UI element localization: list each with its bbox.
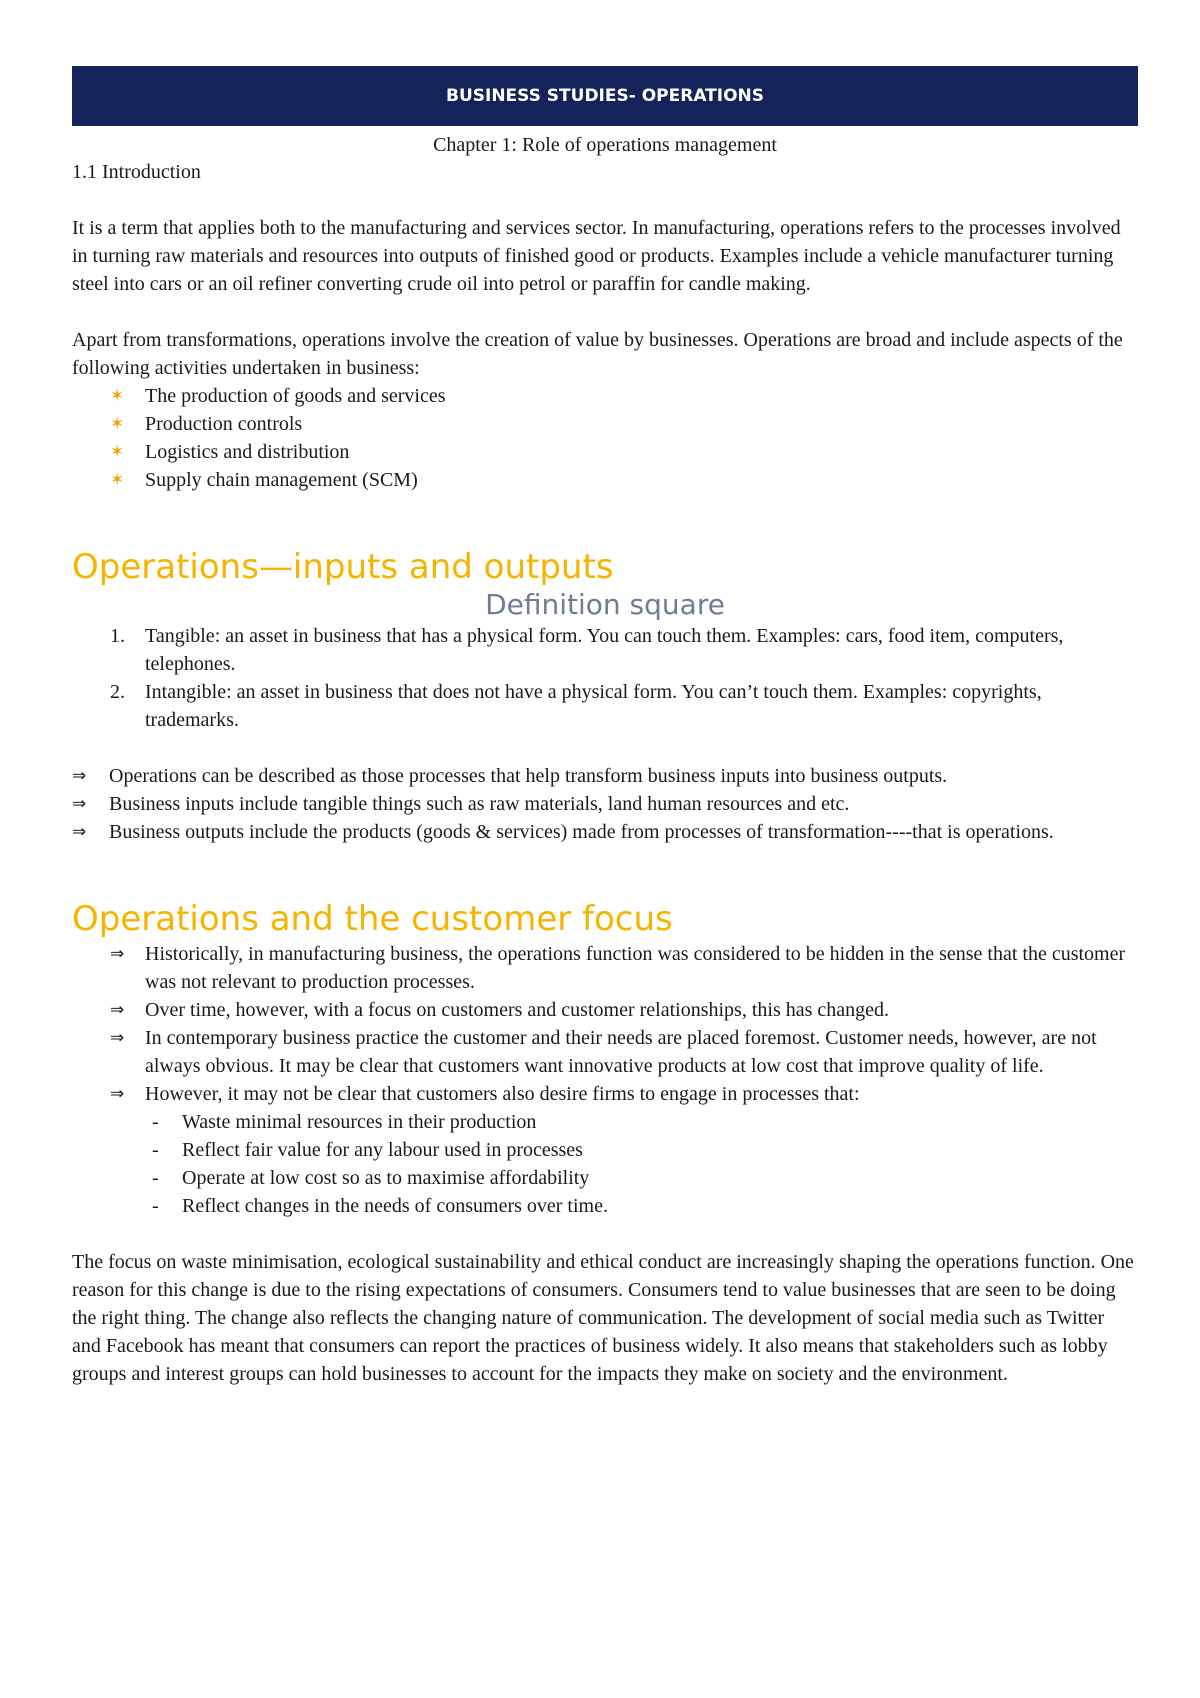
arrow-bullet-icon: ⇒ [110, 1000, 125, 1020]
definition-square-heading: Definition square [485, 588, 725, 621]
intro-paragraph-2: Apart from transformations, operations involve the creation of value by businesses. Operations are broad and include aspects of the following activities undertaken in business: [72, 329, 1123, 379]
intro-paragraph-1: It is a term that applies both to the manufacturing and services sector. In manufacturing, operations refers to the processes involved in turning raw materials and resources into outputs of finished good or products. Examples include a vehicle manufacturer turning steel into cars or an oil refiner converting crude oil into petrol or paraffin for candle making. [72, 217, 1121, 295]
chapter-title: Chapter 1: Role of operations management [433, 134, 777, 156]
list-item: - Operate at low cost so as to maximise affordability [152, 1167, 590, 1189]
section-heading-customer-focus: Operations and the customer focus [72, 899, 673, 939]
spacer [72, 734, 1138, 762]
banner-title: BUSINESS STUDIES- OPERATIONS [445, 86, 765, 106]
arrow-bullet-icon: ⇒ [110, 944, 125, 964]
arrow-bullet-icon: ⇒ [72, 822, 87, 842]
spacer [72, 298, 1138, 326]
list-item: ⇒ Business outputs include the products (goods & services) made from processes of transformation----that is operations. [72, 818, 1138, 846]
arrow-bullet-icon: ⇒ [110, 1084, 125, 1104]
intro-heading: 1.1 Introduction [72, 161, 201, 183]
document-page [72, 66, 1138, 1388]
list-item: ✶ Logistics and distribution [72, 438, 1138, 466]
star-bullet-icon: ✶ [110, 414, 125, 434]
spacer [72, 1220, 1138, 1248]
arrow-bullet-icon: ⇒ [110, 1028, 125, 1048]
star-bullet-icon: ✶ [110, 386, 125, 406]
list-item: ⇒ In contemporary business practice the customer and their needs are placed foremost. Customer needs, however, are not always obvious. It may be clear that customers want innovative products at low cost that improve quality of life. [72, 1024, 1138, 1080]
spacer [72, 186, 1138, 214]
list-item: ✶ The production of goods and services [72, 382, 1138, 410]
list-item: ⇒ Operations can be described as those processes that help transform business inputs into business outputs. [72, 762, 1138, 790]
star-bullet-icon: ✶ [110, 442, 125, 462]
list-item: ⇒ Historically, in manufacturing business, the operations function was considered to be hidden in the sense that the customer was not relevant to production processes. [72, 940, 1138, 996]
list-item: ⇒ However, it may not be clear that customers also desire firms to engage in processes that: [72, 1080, 1138, 1108]
list-item: ⇒ Business inputs include tangible things such as raw materials, land human resources and etc. [72, 790, 1138, 818]
star-bullet-icon: ✶ [110, 470, 125, 490]
customer-desires-list [72, 1108, 1138, 1220]
arrow-bullet-icon: ⇒ [72, 794, 87, 814]
closing-paragraph: The focus on waste minimisation, ecological sustainability and ethical conduct are increasingly shaping the operations function. One reason for this change is due to the rising expectations of consumers. Consumers tend to value businesses that are seen to be doing the right thing. The change also reflects the changing nature of communication. The development of social media such as Twitter and Facebook has meant that consumers can report the practices of business widely. It also means that stakeholders such as lobby groups and interest groups can hold businesses to account for the impacts they make on society and the environment. [72, 1251, 1134, 1385]
list-item: 2. Intangible: an asset in business that does not have a physical form. You can’t touch them. Examples: copyrights, trademarks. [110, 681, 1042, 731]
arrow-bullet-icon: ⇒ [72, 766, 87, 786]
header-banner [72, 66, 1138, 126]
customer-focus-points [72, 940, 1138, 1108]
list-item: ⇒ Over time, however, with a focus on customers and customer relationships, this has changed. [72, 996, 1138, 1024]
spacer [72, 494, 1138, 546]
section-heading-inputs-outputs: Operations—inputs and outputs [72, 547, 614, 587]
list-item: ✶ Supply chain management (SCM) [72, 466, 1138, 494]
spacer [72, 846, 1138, 898]
list-item: 1. Tangible: an asset in business that has a physical form. You can touch them. Examples: cars, food item, computers, telephones. [110, 625, 1064, 675]
list-item: ✶ Production controls [72, 410, 1138, 438]
list-item: - Waste minimal resources in their production [152, 1111, 537, 1133]
definitions-list [72, 622, 1138, 734]
list-item: - Reflect changes in the needs of consumers over time. [152, 1195, 608, 1217]
inputs-outputs-points [72, 762, 1138, 846]
activities-list [72, 382, 1138, 494]
list-item: - Reflect fair value for any labour used in processes [152, 1139, 583, 1161]
